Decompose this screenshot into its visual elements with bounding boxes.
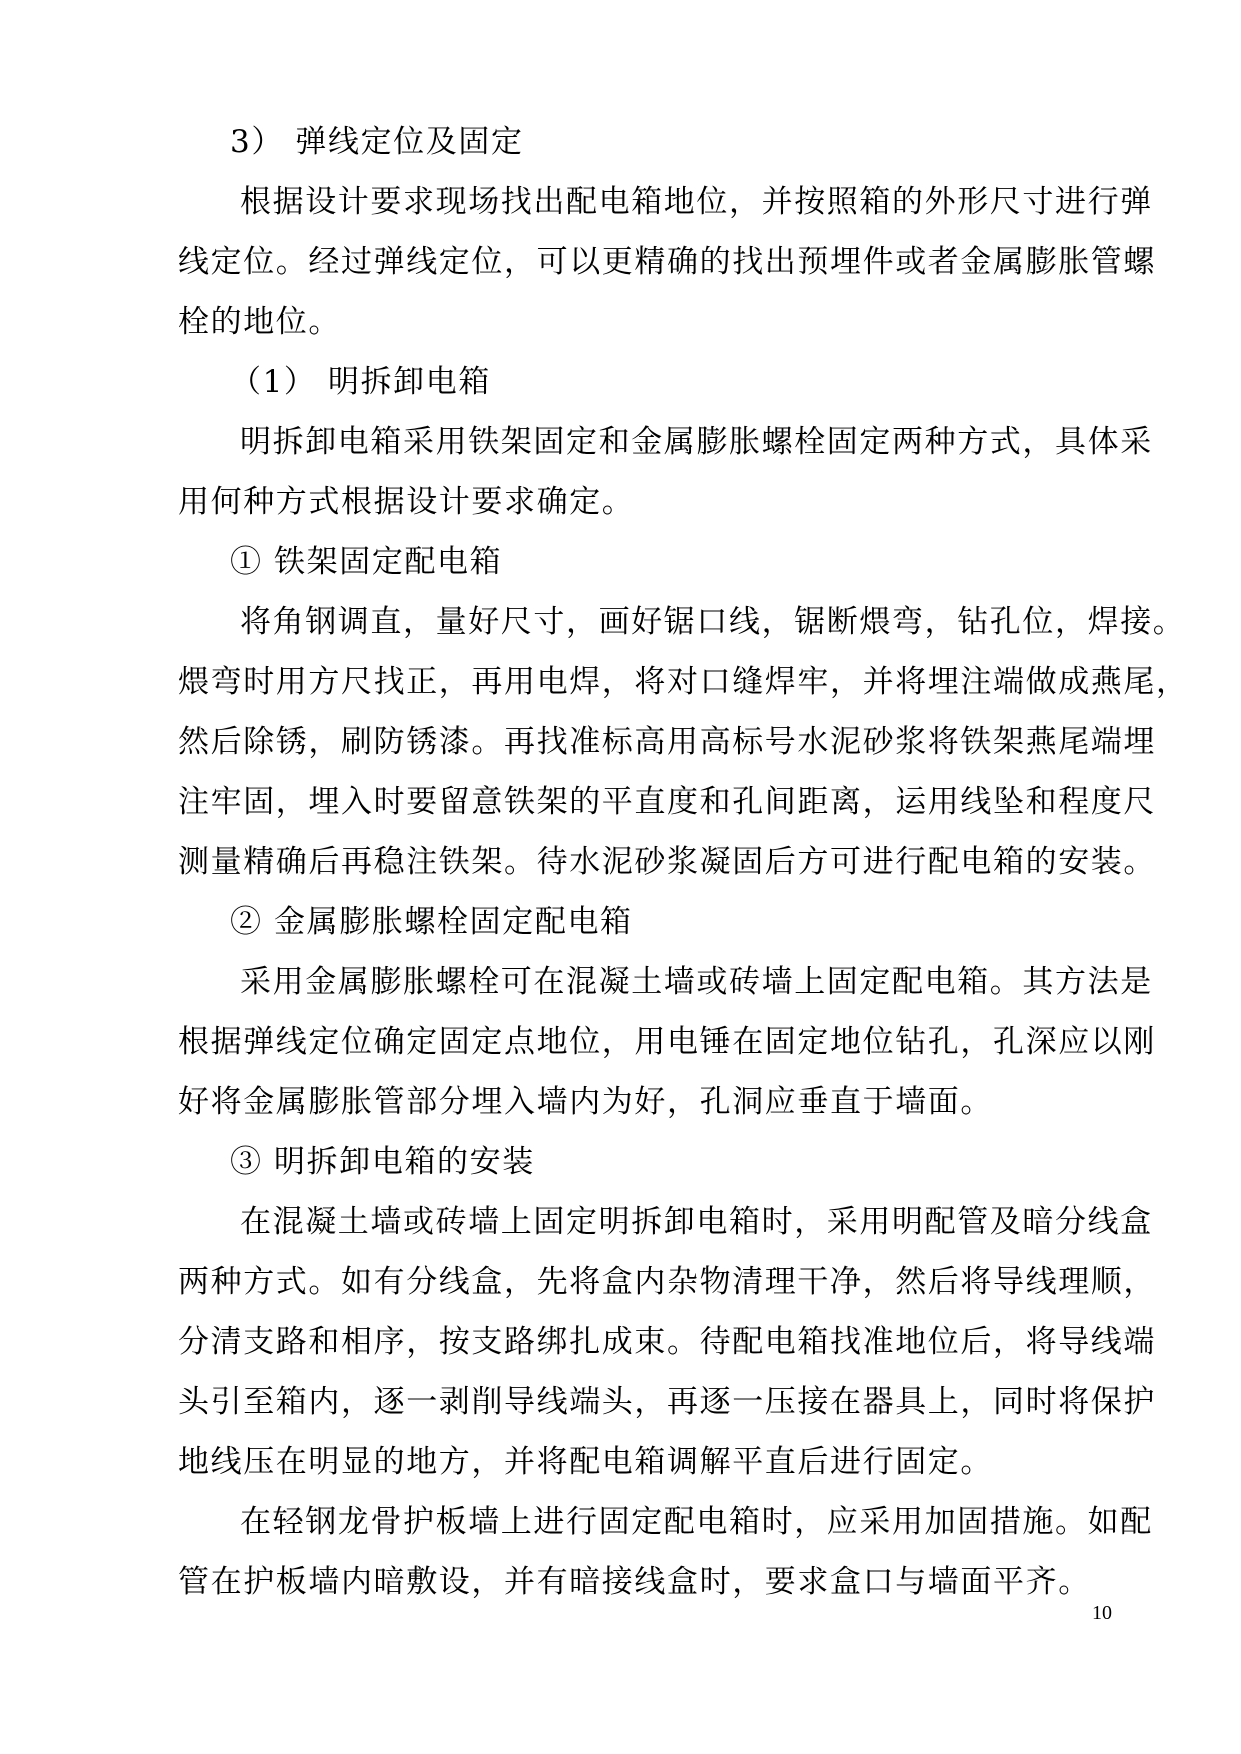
paragraph-installation bbox=[178, 1192, 1156, 1492]
paragraph-line: 根据设计要求现场找出配电箱地位，并按照箱的外形尺寸进行弹 bbox=[240, 184, 1153, 220]
paragraph-line: 地线压在明显的地方，并将配电箱调解平直后进行固定。 bbox=[178, 1444, 993, 1480]
paragraph-line: 测量精确后再稳注铁架。待水泥砂浆凝固后方可进行配电箱的安装。 bbox=[178, 844, 1156, 880]
paragraph-line: 分清支路和相序，按支路绑扎成束。待配电箱找准地位后，将导线端 bbox=[178, 1324, 1156, 1360]
body-text bbox=[178, 112, 1189, 1612]
paragraph-line: 注牢固，埋入时要留意铁架的平直度和孔间距离，运用线坠和程度尺 bbox=[178, 784, 1156, 820]
paragraph-line: 栓的地位。 bbox=[178, 304, 341, 340]
paragraph-line: 然后除锈，刷防锈漆。再找准标高用高标号水泥砂浆将铁架燕尾端埋 bbox=[178, 724, 1156, 760]
paragraph-light-steel-wall bbox=[178, 1492, 1153, 1612]
paragraph-line: 明拆卸电箱采用铁架固定和金属膨胀螺栓固定两种方式，具体采 bbox=[240, 424, 1153, 460]
paragraph-line: 两种方式。如有分线盒，先将盒内杂物清理干净，然后将导线理顺， bbox=[178, 1264, 1156, 1300]
paragraph-line: 管在护板墙内暗敷设，并有暗接线盒时，要求盒口与墙面平齐。 bbox=[178, 1564, 1091, 1600]
paragraph-surface-box bbox=[178, 412, 1153, 532]
paragraph-line: 在轻钢龙骨护板墙上进行固定配电箱时，应采用加固措施。如配 bbox=[240, 1504, 1153, 1540]
paragraph-line: 煨弯时用方尺找正，再用电焊，将对口缝焊牢，并将埋注端做成燕尾， bbox=[178, 664, 1189, 700]
paragraph-expansion-bolt bbox=[178, 952, 1156, 1132]
subheading-1: （1） 明拆卸电箱 bbox=[230, 364, 491, 400]
item-heading-1: ① 铁架固定配电箱 bbox=[230, 544, 503, 580]
paragraph-line: 好将金属膨胀管部分埋入墙内为好，孔洞应垂直于墙面。 bbox=[178, 1084, 993, 1120]
paragraph-line: 在混凝土墙或砖墙上固定明拆卸电箱时，采用明配管及暗分线盒 bbox=[240, 1204, 1153, 1240]
page-number: 10 bbox=[1092, 1602, 1112, 1624]
paragraph-line: 将角钢调直，量好尺寸，画好锯口线，锯断煨弯，钻孔位，焊接。 bbox=[240, 604, 1186, 640]
item-heading-3: ③ 明拆卸电箱的安装 bbox=[230, 1144, 535, 1180]
paragraph-line: 采用金属膨胀螺栓可在混凝土墙或砖墙上固定配电箱。其方法是 bbox=[240, 964, 1153, 1000]
paragraph-positioning bbox=[178, 172, 1156, 352]
paragraph-line: 头引至箱内，逐一剥削导线端头，再逐一压接在器具上，同时将保护 bbox=[178, 1384, 1156, 1420]
paragraph-line: 线定位。经过弹线定位，可以更精确的找出预埋件或者金属膨胀管螺 bbox=[178, 244, 1156, 280]
paragraph-iron-frame bbox=[178, 592, 1189, 892]
section-heading-3: 3） 弹线定位及固定 bbox=[230, 124, 524, 160]
item-heading-2: ② 金属膨胀螺栓固定配电箱 bbox=[230, 904, 633, 940]
paragraph-line: 根据弹线定位确定固定点地位，用电锤在固定地位钻孔，孔深应以刚 bbox=[178, 1024, 1156, 1060]
paragraph-line: 用何种方式根据设计要求确定。 bbox=[178, 484, 635, 520]
